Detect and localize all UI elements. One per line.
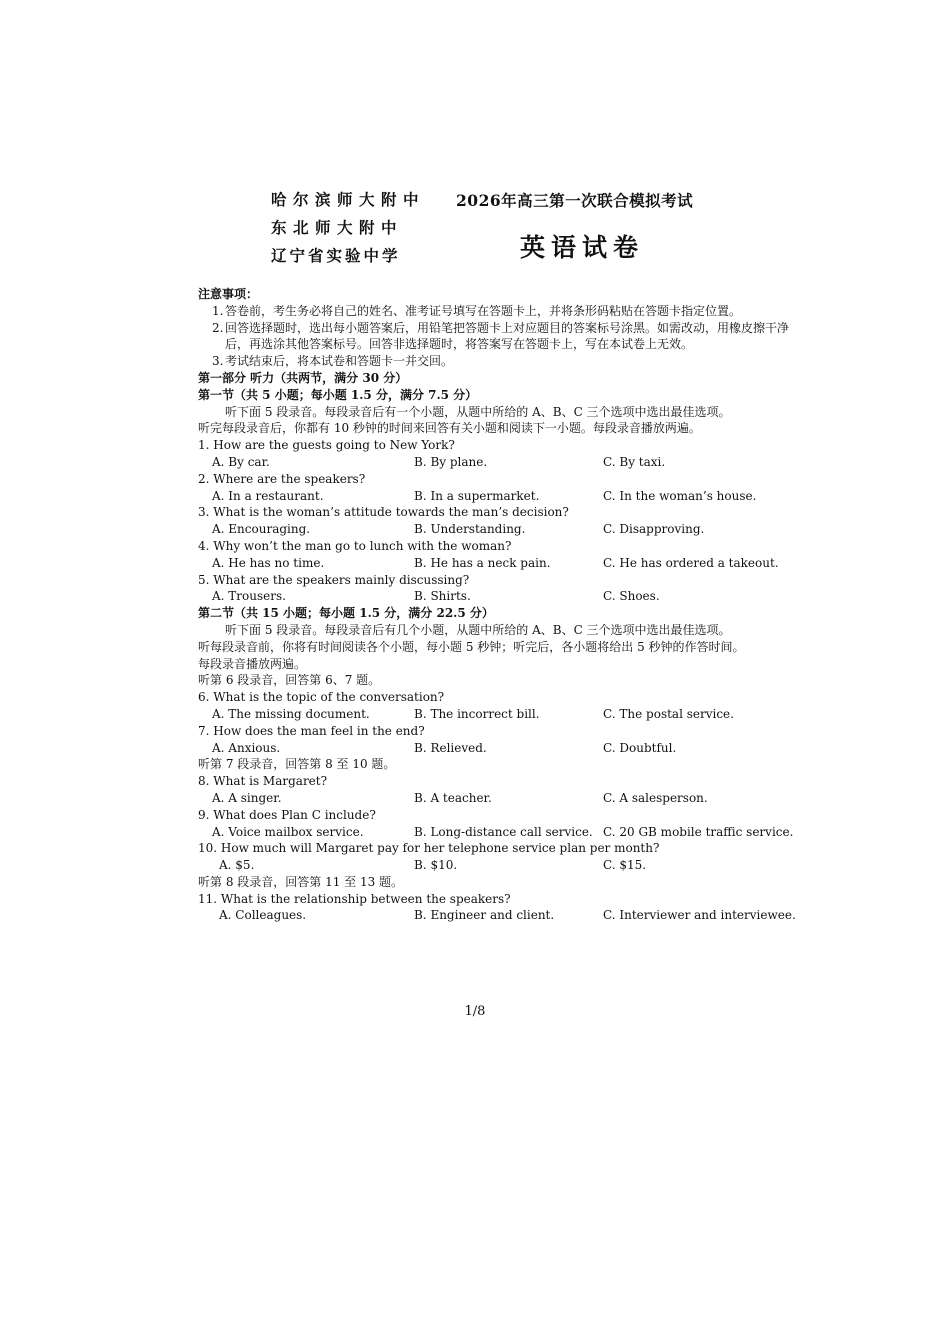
option-b: B. Engineer and client.: [414, 908, 555, 923]
option-c: C. Doubtful.: [603, 740, 677, 755]
options-row: [198, 740, 808, 757]
instructions: 听每段录音前，你将有时间阅读各个小题，每小题 5 秒钟；听完后，各小题将给出 5 秒钟的作答时间。: [198, 639, 745, 654]
options-row: [198, 454, 808, 471]
section-title: 第二节（共 15 小题；每小题 1.5 分，满分 22.5 分）: [198, 606, 494, 621]
question-stem: 10. How much will Margaret pay for her telephone service plan per month?: [198, 841, 660, 856]
notice-heading: 注意事项：: [198, 287, 259, 301]
option-a: A. The missing document.: [212, 706, 370, 721]
options-row: [198, 588, 808, 605]
section-title: 第一节（共 5 小题；每小题 1.5 分，满分 7.5 分）: [198, 387, 478, 402]
option-a: A. Encouraging.: [212, 522, 311, 537]
notice-item: 1. 答卷前，考生务必将自己的姓名、准考证号填写在答题卡上，并将条形码粘贴在答题卡指定位置。: [212, 303, 742, 318]
option-b: B. $10.: [414, 858, 458, 873]
part-title: 第一部分 听力（共两节，满分 30 分）: [198, 370, 408, 385]
option-a: A. A singer.: [212, 790, 282, 805]
option-c: C. In the woman’s house.: [603, 488, 757, 503]
recording-cue: 听第 7 段录音，回答第 8 至 10 题。: [198, 757, 396, 772]
option-c: C. 20 GB mobile traffic service.: [603, 824, 794, 839]
instructions: 听下面 5 段录音。每段录音后有几个小题，从题中所给的 A、B、C 三个选项中选出最佳选项。: [225, 622, 731, 637]
option-a: A. In a restaurant.: [212, 488, 324, 503]
page-number: 1/8: [464, 1004, 486, 1019]
option-b: B. Long-distance call service.: [414, 824, 593, 839]
option-b: B. The incorrect bill.: [414, 706, 540, 721]
exam-body: [198, 286, 808, 924]
option-b: B. Relieved.: [414, 740, 487, 755]
options-row: [198, 555, 808, 572]
instructions: 每段录音播放两遍。: [198, 656, 307, 671]
notice-text: 答卷前，考生务必将自己的姓名、准考证号填写在答题卡上，并将条形码粘贴在答题卡指定位置。: [225, 303, 742, 318]
options-row: [198, 521, 808, 538]
option-b: B. Understanding.: [414, 522, 526, 537]
notice-text: 考试结束后，将本试卷和答题卡一并交回。: [225, 354, 454, 369]
option-c: C. By taxi.: [603, 454, 666, 469]
option-b: B. A teacher.: [414, 790, 492, 805]
option-b: B. He has a neck pain.: [414, 555, 551, 570]
options-row: [198, 706, 808, 723]
recording-cue: 听第 8 段录音，回答第 11 至 13 题。: [198, 874, 404, 889]
question-stem: 11. What is the relationship between the speakers?: [198, 891, 511, 906]
question-stem: 9. What does Plan C include?: [198, 807, 376, 822]
subject-title: 英语试卷: [520, 233, 645, 262]
option-c: C. A salesperson.: [603, 790, 708, 805]
question-stem: 1. How are the guests going to New York?: [198, 438, 455, 453]
instructions: 听完每段录音后，你都有 10 秒钟的时间来回答有关小题和阅读下一小题。每段录音播放两遍。: [198, 421, 701, 436]
instructions: 听下面 5 段录音。每段录音后有一个小题，从题中所给的 A、B、C 三个选项中选出最佳选项。: [225, 404, 731, 419]
recording-cue: 听第 6 段录音，回答第 6、7 题。: [198, 673, 381, 688]
question-stem: 4. Why won’t the man go to lunch with the woman?: [198, 538, 512, 553]
option-a: A. Colleagues.: [219, 908, 307, 923]
option-a: A. Voice mailbox service.: [212, 824, 364, 839]
option-a: A. Anxious.: [212, 740, 281, 755]
question-stem: 8. What is Margaret?: [198, 774, 328, 789]
option-a: A. By car.: [212, 454, 270, 469]
question-stem: 2. Where are the speakers?: [198, 471, 366, 486]
option-a: A. He has no time.: [212, 555, 325, 570]
school-list: [271, 190, 425, 274]
option-b: B. By plane.: [414, 454, 488, 469]
option-a: A. Trousers.: [212, 589, 286, 604]
option-b: B. Shirts.: [414, 589, 471, 604]
notice-text: 回答选择题时，选出每小题答案后，用铅笔把答题卡上对应题目的答案标号涂黑。如需改动，用橡皮擦干净后，再选涂其他答案标号。回答非选择题时，将答案写在答题卡上，写在本试卷上无效。: [225, 320, 790, 352]
options-row: [198, 907, 808, 924]
exam-title: 2026年高三第一次联合模拟考试: [456, 191, 694, 210]
option-c: C. He has ordered a takeout.: [603, 555, 779, 570]
options-row: [198, 824, 808, 841]
option-c: C. Shoes.: [603, 589, 660, 604]
options-row: [198, 857, 808, 874]
question-stem: 3. What is the woman’s attitude towards the man’s decision?: [198, 505, 569, 520]
school-name: 东北师大附中: [271, 218, 404, 237]
notice-item: 3. 考试结束后，将本试卷和答题卡一并交回。: [212, 354, 454, 369]
option-b: B. In a supermarket.: [414, 488, 540, 503]
school-name: 辽宁省实验中学: [271, 246, 401, 265]
options-row: [198, 488, 808, 505]
notice-item: 2. 回答选择题时，选出每小题答案后，用铅笔把答题卡上对应题目的答案标号涂黑。如需改动，用橡皮擦干净后，再选涂其他答案标号。回答非选择题时，将答案写在答题卡上，写在本试卷上无效。: [212, 320, 790, 352]
option-a: A. $5.: [219, 858, 255, 873]
option-c: C. The postal service.: [603, 706, 734, 721]
option-c: C. $15.: [603, 858, 647, 873]
options-row: [198, 790, 808, 807]
option-c: C. Disapproving.: [603, 522, 705, 537]
question-stem: 7. How does the man feel in the end?: [198, 723, 425, 738]
school-name: 哈尔滨师大附中: [271, 190, 426, 209]
question-stem: 6. What is the topic of the conversation?: [198, 690, 445, 705]
question-stem: 5. What are the speakers mainly discussing?: [198, 572, 470, 587]
option-c: C. Interviewer and interviewee.: [603, 908, 796, 923]
